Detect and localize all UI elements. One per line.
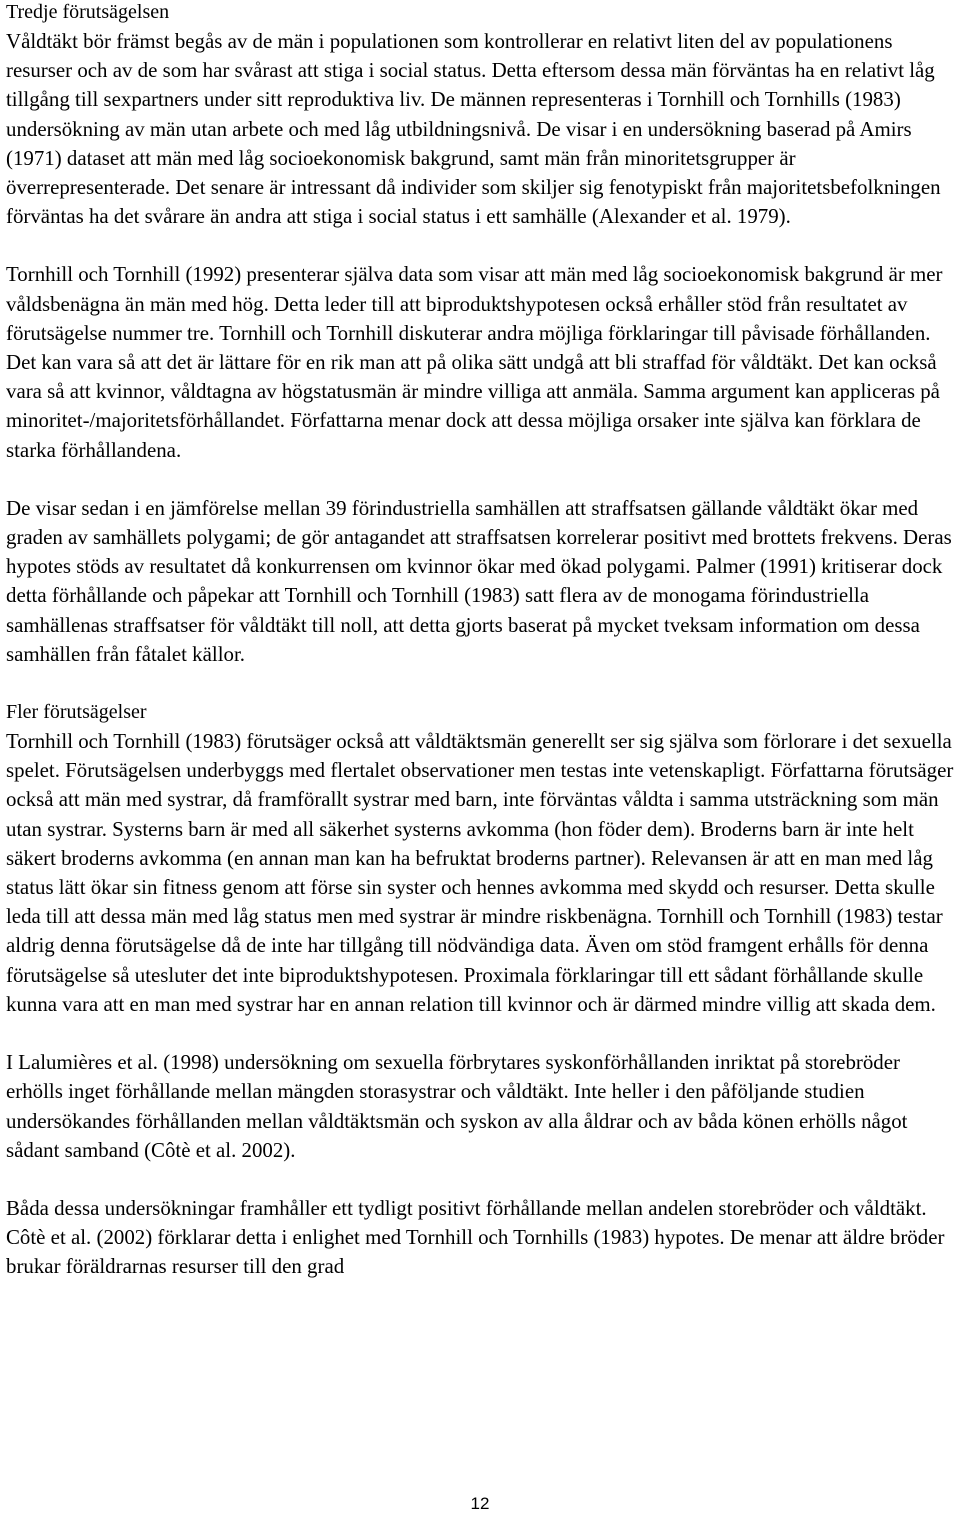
paragraph-polygami: De visar sedan i en jämförelse mellan 39 förindustriella samhällen att straffsatsen gällande våldtäkt ökar med graden av samhällets polygami; de gör antagandet att straffsatsen korrelerar positivt med brottets frekvens. Deras hypotes stöds av resultatet då konkurrensen om kvinnor ökar med ökad polygami. Palmer (1991) kritiserar dock detta förhållande och påpekar att Tornhill och Tornhill (1983) satt flera av de monogama förindustriella samhällenas straffsatser för våldtäkt till noll, att detta gjorts baserat på mycket tveksam information om dessa samhällen från fåtalet källor.: [6, 495, 952, 666]
paragraph-amirs-dataset: Våldtäkt bör främst begås av de män i populationen som kontrollerar en relativt liten del av populationens resurser och av de som har svårast att stiga i social status. Detta eftersom dessa män förväntas ha en relativt låg tillgång till sexpartners under sitt reproduktiva liv. De männen representeras i Tornhill och Tornhills (1983) undersökning av män utan arbete och med låg utbildningsnivå. De visar i en undersökning baserad på Amirs (1971) dataset att män med låg socioekonomisk bakgrund, samt män från minoritetsgrupper är överrepresenterade. Det senare är intressant då individer som skiljer sig fenotypiskt från majoritetsbefolkningen förväntas ha det svårare än andra att stiga i social status i ett samhälle (Alexander et al. 1979).: [6, 29, 941, 229]
section-heading-fler-forutsagelser: Fler förutsägelser: [6, 701, 147, 724]
paragraph-gap: [6, 465, 958, 494]
paragraph-tornhill-1992: Tornhill och Tornhill (1992) presenterar själva data som visar att män med låg socioekonomisk bakgrund är mer våldsbenägna än män med hög. Detta leder till att biproduktshypotesen också erhåller stöd från resultatet av förutsägelse nummer tre. Tornhill och Tornhill diskuterar andra möjliga förklaringar till påvisade förhållanden. Det kan vara så att det är lättare för en rik man att på olika sätt undgå att bli straffad för våldtäkt. Det kan också vara så att kvinnor, våldtagna av högstatusmän är mindre villiga att anmäla. Samma argument kan appliceras på minoritet-/majoritetsförhållandet. Författarna menar dock att dessa möjliga orsaker inte själva kan förklara de starka förhållandena.: [6, 262, 943, 462]
paragraph-systrar: Tornhill och Tornhill (1983) förutsäger också att våldtäktsmän generellt ser sig själva som förlorare i det sexuella spelet. Förutsägelsen underbyggs med flertalet observationer men testas inte vetenskapligt. Författarna förutsäger också att män med systrar, då framförallt systrar med barn, inte förväntas våldta i samma utsträckning som män utan systrar. Systerns barn är med all säkerhet systerns avkomma (hon föder dem). Broderns barn är inte helt säkert broderns avkomma (en annan man kan ha befruktat broderns partner). Relevansen är att en man med låg status lätt ökar sin fitness genom att förse sin syster och hennes avkomma med skydd och resurser. Detta skulle leda till att dessa män med låg status men med systrar är mindre riskbenägna. Tornhill och Tornhill (1983) testar aldrig denna förutsägelse då de inte har tillgång till nödvändiga data. Även om stöd framgent erhålls för denna förutsägelse så utesluter det inte biproduktshypotesen. Proximala förklaringar till ett sådant förhållande skulle kunna vara att en man med systrar har en annan relation till kvinnor och är därmed mindre villig att skada dem.: [6, 729, 954, 1016]
paragraph-gap: [6, 231, 958, 260]
page-number: 12: [470, 1494, 490, 1513]
section-heading-tredje-forutsagelsen: Tredje förutsägelsen: [6, 1, 170, 23]
document-page: [6, 0, 958, 1282]
paragraph-lalumieres: I Lalumières et al. (1998) undersökning om sexuella förbrytares syskonförhållanden inriktat på storebröder erhölls inget förhållande mellan mängden storasystrar och våldtäkt. Inte heller i den påföljande studien undersökandes förhållanden mellan våldtäktsmän och syskon av alla åldrar och av båda könen erhölls något sådant samband (Côtè et al. 2002).: [6, 1050, 908, 1162]
paragraph-gap: [6, 1165, 958, 1194]
paragraph-storebroder: Båda dessa undersökningar framhåller ett tydligt positivt förhållande mellan andelen storebröder och våldtäkt. Côtè et al. (2002) förklarar detta i enlighet med Tornhill och Tornhills (1983) hypotes. De menar att äldre bröder brukar föräldrarnas resurser till den grad: [6, 1195, 945, 1279]
paragraph-gap: [6, 1019, 958, 1048]
paragraph-gap: [6, 669, 958, 698]
